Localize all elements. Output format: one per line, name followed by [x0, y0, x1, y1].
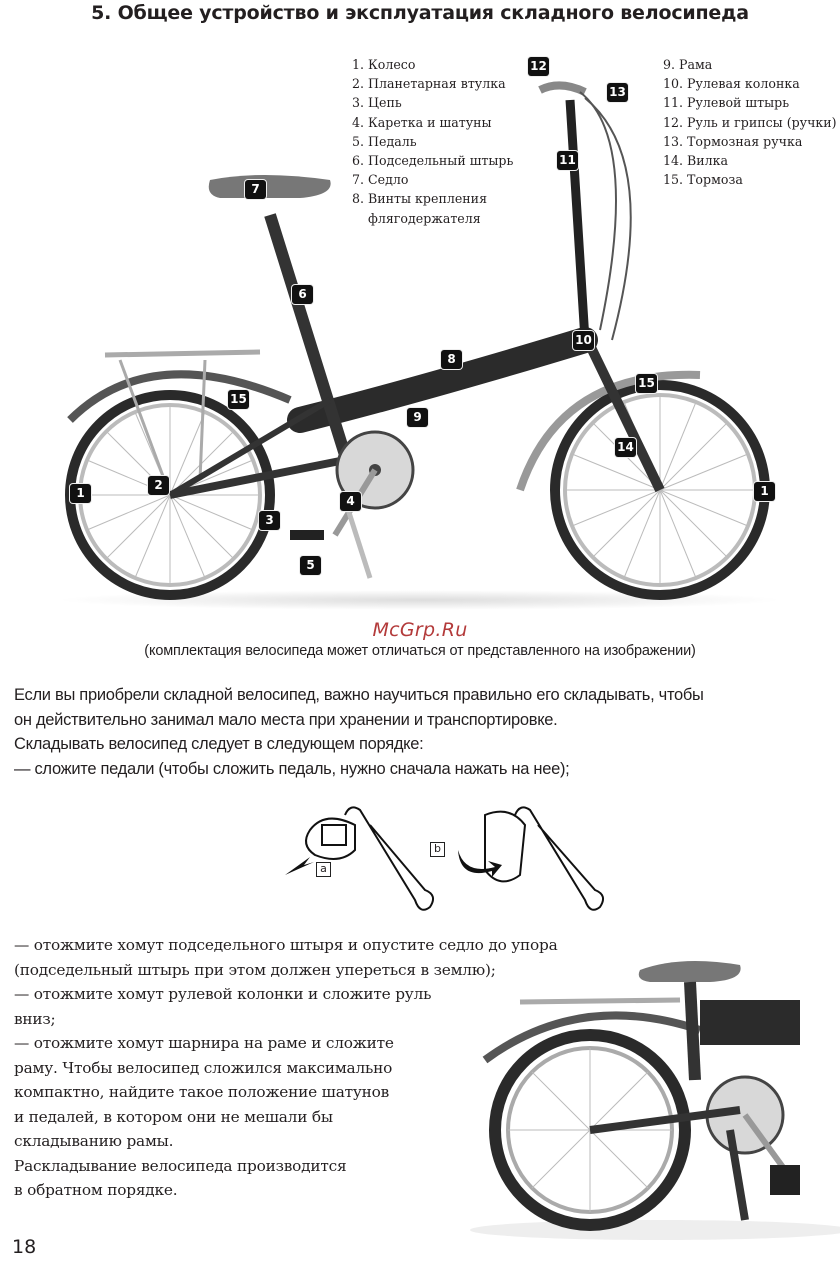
intro-paragraph	[14, 683, 704, 781]
callout-badge: 12	[528, 57, 549, 76]
watermark: McGrp.Ru	[372, 619, 468, 641]
parts-legend-right	[663, 55, 837, 189]
legend-item: 10. Рулевая колонка	[663, 76, 800, 92]
page-number: 18	[12, 1236, 37, 1258]
legend-item: 1. Колесо	[352, 57, 416, 72]
step-line: в обратном порядке.	[14, 1181, 178, 1199]
callout-badge: 5	[300, 556, 321, 575]
step-line: вниз;	[14, 1009, 56, 1028]
callout-badge: 8	[441, 350, 462, 369]
callout-badge: 1	[70, 484, 91, 503]
figure-label-b: b	[430, 842, 445, 857]
step-line: компактно, найдите такое положение шатунов	[14, 1083, 390, 1101]
figure-label-a: a	[316, 862, 331, 877]
callout-badge: 11	[557, 151, 578, 170]
legend-item: 5. Педаль	[352, 133, 417, 149]
step-line: (подседельный штырь при этом должен упереться в землю);	[14, 960, 496, 979]
legend-item: 2. Планетарная втулка	[352, 76, 506, 92]
callout-badge: 13	[607, 83, 628, 102]
step-line: и педалей, в котором они не мешали бы	[14, 1107, 333, 1126]
callout-badge: 10	[573, 331, 594, 350]
step-line: раму. Чтобы велосипед сложился максимально	[14, 1058, 393, 1077]
legend-item: 15. Тормоза	[663, 172, 743, 188]
callout-badge: 9	[407, 408, 428, 427]
callout-badge: 15	[228, 390, 249, 409]
intro-line: Если вы приобрели складной велосипед, важно научиться правильно его складывать, чтобы	[14, 686, 704, 704]
parts-legend-left	[352, 55, 513, 228]
legend-item: 3. Цепь	[352, 95, 402, 111]
callout-badge: 7	[245, 180, 266, 199]
legend-item: 12. Руль и грипсы (ручки)	[663, 114, 837, 130]
legend-item: 11. Рулевой штырь	[663, 95, 790, 111]
step-line: — отожмите хомут рулевой колонки и сложите руль	[14, 985, 432, 1003]
callout-badge: 14	[615, 438, 636, 457]
step-line: — отожмите хомут подседельного штыря и опустите седло до упора	[14, 936, 558, 954]
legend-item: 6. Подседельный штырь	[352, 153, 514, 169]
step-line: Раскладывание велосипеда производится	[14, 1156, 347, 1175]
callout-badge: 3	[259, 511, 280, 530]
callout-badge: 2	[148, 476, 169, 495]
legend-item: 8. Винты крепления	[352, 191, 488, 207]
pedal-folding-figure	[270, 795, 620, 920]
intro-line: Складывать велосипед следует в следующем порядке:	[14, 735, 424, 753]
callout-badge: 4	[340, 492, 361, 511]
section-title: 5. Общее устройство и эксплуатация складного велосипеда	[91, 2, 749, 24]
callout-badge: 15	[636, 374, 657, 393]
callout-badge: 1	[754, 482, 775, 501]
legend-item: 14. Вилка	[663, 153, 729, 169]
legend-item: 13. Тормозная ручка	[663, 133, 803, 149]
legend-item-continuation: флягодержателя	[368, 210, 481, 226]
legend-item: 7. Седло	[352, 172, 409, 188]
intro-line: — сложите педали (чтобы сложить педаль, нужно сначала нажать на нее);	[14, 759, 570, 778]
legend-item: 9. Рама	[663, 57, 713, 72]
callout-badge: 6	[292, 285, 313, 304]
step-line: — отожмите хомут шарнира на раме и сложите	[14, 1034, 394, 1052]
folding-steps	[14, 933, 558, 1203]
legend-item: 4. Каретка и шатуны	[352, 114, 492, 130]
image-caption: (комплектация велосипеда может отличаться от представленного на изображении)	[144, 643, 696, 659]
step-line: складыванию рамы.	[14, 1132, 174, 1150]
intro-line: он действительно занимал мало места при хранении и транспортировке.	[14, 710, 558, 729]
